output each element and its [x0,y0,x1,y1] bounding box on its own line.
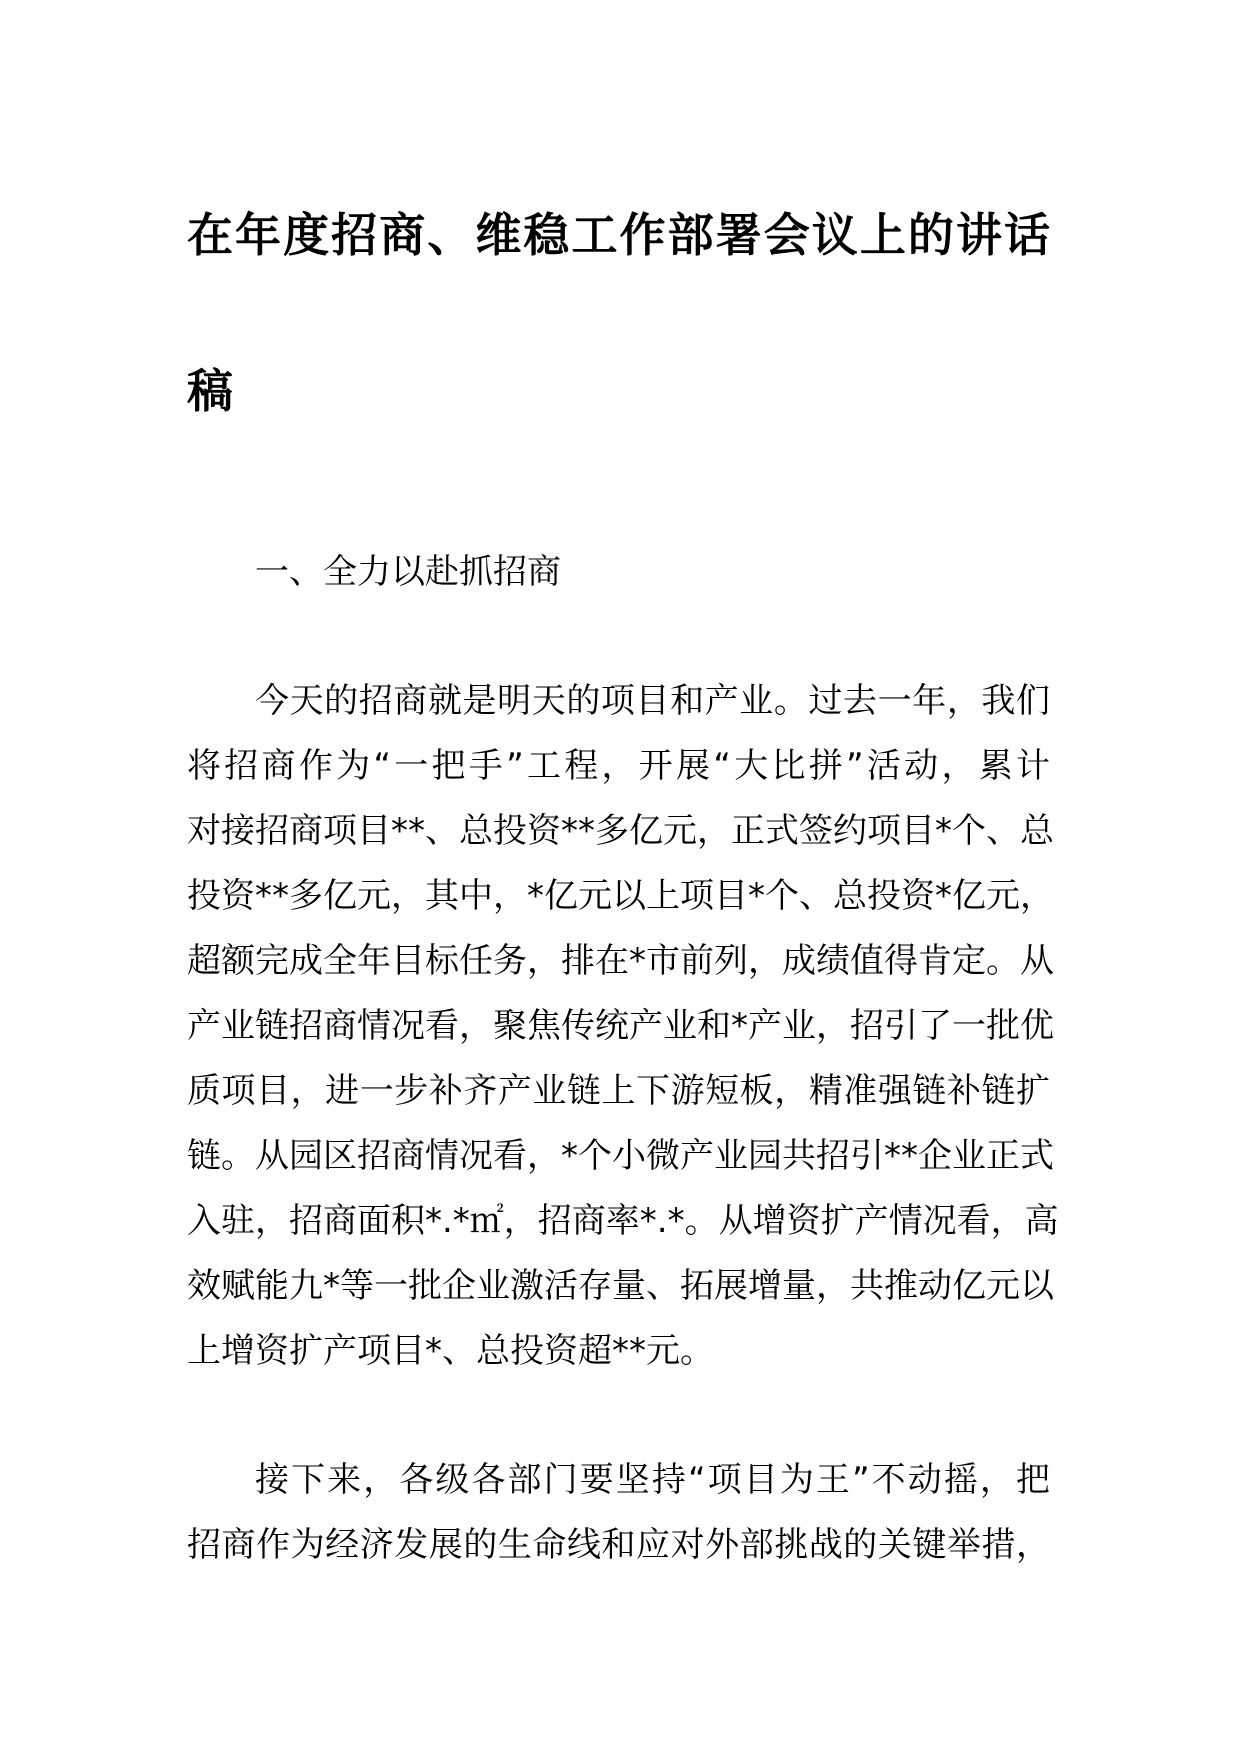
paragraph-line: 招商作为经济发展的生命线和应对外部挑战的关键举措， [187,1525,1050,1565]
paragraph-line: 链。从园区招商情况看，*个小微产业园共招引**企业正式 [187,1136,1054,1176]
section-heading: 一、全力以赴抓招商 [255,552,561,592]
paragraph-line: 质项目，进一步补齐产业链上下游短板，精准强链补链扩 [187,1071,1050,1111]
paragraph-line: 将招商作为“一把手”工程，开展“大比拼”活动，累计 [187,746,1050,786]
paragraph-line: 接下来，各级各部门要坚持“项目为王”不动摇，把 [255,1460,1050,1500]
document-title-line-2: 稿 [187,364,233,418]
paragraph-line: 效赋能九*等一批企业激活存量、拓展增量，共推动亿元以 [187,1266,1054,1306]
paragraph-line: 入驻，招商面积*.*㎡，招商率*.*。从增资扩产情况看，高 [187,1201,1059,1241]
paragraph-line: 对接招商项目**、总投资**多亿元，正式签约项目*个、总 [187,811,1054,851]
paragraph-line: 上增资扩产项目*、总投资超**元。 [187,1331,714,1371]
paragraph-line: 超额完成全年目标任务，排在*市前列，成绩值得肯定。从 [187,941,1054,981]
paragraph-line: 今天的招商就是明天的项目和产业。过去一年，我们 [255,681,1050,721]
paragraph-line: 产业链招商情况看，聚焦传统产业和*产业，招引了一批优 [187,1006,1054,1046]
paragraph-line: 投资**多亿元，其中，*亿元以上项目*个、总投资*亿元， [187,876,1054,916]
document-title-line-1: 在年度招商、维稳工作部署会议上的讲话 [187,208,1050,262]
